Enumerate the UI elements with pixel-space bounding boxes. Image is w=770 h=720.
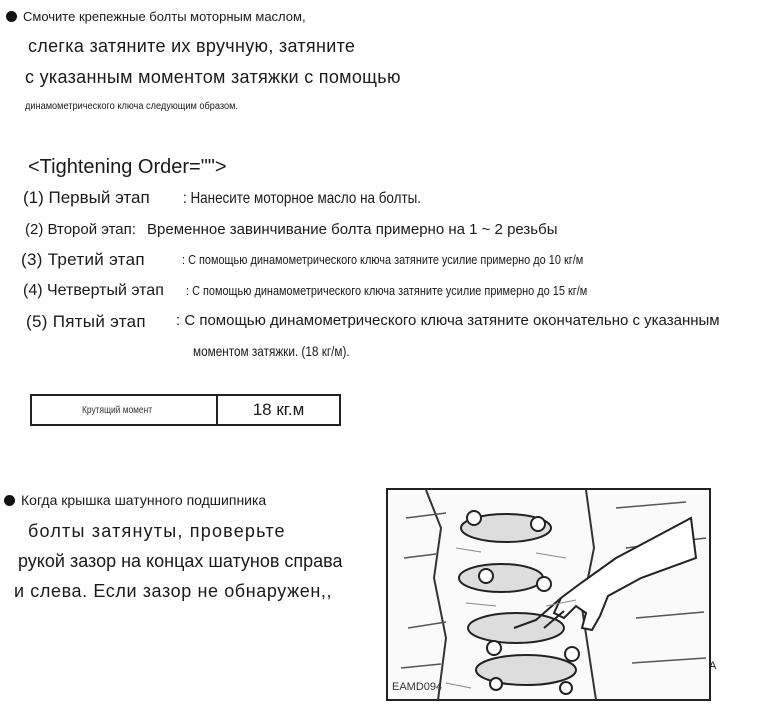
- figure-code: EAMD094: [392, 681, 443, 693]
- bearing-line-4: и слева. Если зазор не обнаружен,,: [14, 581, 333, 601]
- bearing-line-2: болты затянуты, проверьте: [28, 521, 286, 541]
- step-4-text: : С помощью динамометрического ключа затяните усилие примерно до 15 кг/м: [186, 283, 588, 298]
- step-3-label: (3) Третий этап: [21, 250, 145, 269]
- engine-bearing-illustration: [386, 488, 711, 701]
- bullet-icon: [6, 11, 17, 22]
- step-2-text: Временное завинчивание болта примерно на 1 ~ 2 резьбы: [147, 221, 558, 238]
- bullet-icon: [4, 495, 15, 506]
- torque-label-cell: Крутящий момент: [31, 395, 217, 425]
- crankshaft-hand-drawing: [386, 488, 711, 701]
- step-3-text: : С помощью динамометрического ключа затяните усилие примерно до 10 кг/м: [182, 252, 584, 267]
- intro-line-4: динамометрического ключа следующим образом.: [25, 101, 238, 112]
- torque-value-cell: 18 кг.м: [217, 395, 340, 425]
- intro-line-1: Смочите крепежные болты моторным маслом,: [23, 9, 306, 24]
- torque-table: [30, 394, 341, 426]
- bearing-line-1: Когда крышка шатунного подшипника: [21, 492, 267, 508]
- step-2-label: (2) Второй этап:: [25, 221, 136, 238]
- step-4-label: (4) Четвертый этап: [23, 282, 164, 299]
- intro-line-3: с указанным моментом затяжки с помощью: [25, 67, 401, 87]
- bearing-line-3: рукой зазор на концах шатунов справа: [18, 551, 343, 571]
- step-5-text-continued: моментом затяжки. (18 кг/м).: [193, 343, 350, 359]
- tightening-order-title: <Tightening Order="">: [28, 156, 227, 178]
- intro-line-2: слегка затяните их вручную, затяните: [28, 36, 356, 56]
- step-5-label: (5) Пятый этап: [26, 312, 146, 331]
- step-1-label: (1) Первый этап: [23, 188, 150, 207]
- step-1-text: : Нанесите моторное масло на болты.: [183, 190, 422, 207]
- step-5-text: : С помощью динамометрического ключа затяните окончательно с указанным: [176, 312, 720, 329]
- figure-edge-mark: A: [709, 660, 717, 672]
